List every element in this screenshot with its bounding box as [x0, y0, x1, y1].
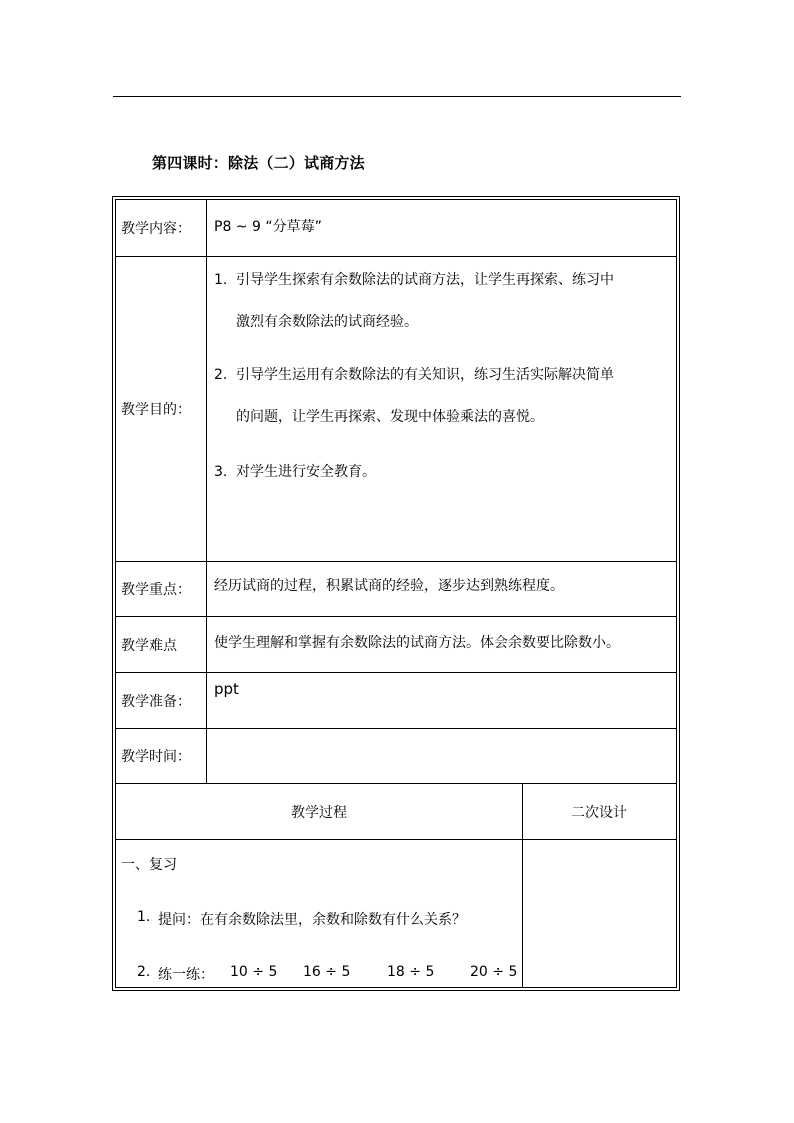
objective-3-line1: 对学生进行安全教育。: [236, 464, 376, 480]
content-label: 教学内容：: [116, 200, 207, 256]
lesson-title: 第四课时：除法（二）试商方法: [152, 154, 365, 172]
exercise-4: 20 ÷ 5: [470, 964, 518, 980]
objectives-label: 教学目的：: [116, 257, 207, 561]
row-content: [116, 200, 676, 257]
objective-2-line2: 的问题，让学生再探索、发现中体验乘法的喜悦。: [236, 409, 544, 425]
question-1-text: 提问：在有余数除法里，余数和除数有什么关系？: [158, 912, 466, 928]
objective-3-number: 3.: [214, 464, 228, 480]
objective-2-number: 2.: [214, 367, 228, 383]
process-body: [116, 840, 676, 987]
practice-label: 练一练：: [158, 967, 214, 983]
key-points-value: 经历试商的过程，积累试商的经验，逐步达到熟练程度。: [214, 578, 564, 594]
key-points-label: 教学重点：: [116, 562, 207, 616]
row-difficulties: [116, 617, 676, 673]
exercise-3: 18 ÷ 5: [387, 964, 435, 980]
row-time: [116, 729, 676, 784]
header-rule: [113, 96, 681, 97]
row-key-points: [116, 562, 676, 617]
exercise-1: 10 ÷ 5: [230, 964, 278, 980]
review-section-heading: 一、复习: [121, 857, 177, 873]
time-label: 教学时间：: [116, 729, 207, 783]
row-preparation: [116, 673, 676, 729]
row-process-header: [116, 784, 676, 840]
objective-2-line1: 引导学生运用有余数除法的有关知识，练习生活实际解决简单: [236, 367, 614, 383]
objective-1-line1: 引导学生探索有余数除法的试商方法，让学生再探索、练习中: [236, 272, 614, 288]
row-objectives: [116, 257, 676, 562]
lesson-plan-table-inner: [115, 199, 677, 988]
question-1-number: 1.: [137, 909, 151, 925]
exercise-2: 16 ÷ 5: [303, 964, 351, 980]
content-value: P8 ~ 9 “分草莓”: [214, 219, 322, 235]
difficulties-value: 使学生理解和掌握有余数除法的试商方法。体会余数要比除数小。: [214, 635, 620, 651]
question-2-number: 2.: [137, 964, 151, 980]
preparation-label: 教学准备：: [116, 673, 207, 728]
objective-1-number: 1.: [214, 272, 228, 288]
redesign-header: 二次设计: [571, 804, 627, 821]
difficulties-label: 教学难点: [116, 617, 207, 672]
process-header: 教学过程: [291, 804, 347, 821]
lesson-plan-table: [112, 196, 680, 991]
process-column-divider: [522, 840, 523, 987]
preparation-value: ppt: [214, 680, 239, 698]
objective-1-line2: 激烈有余数除法的试商经验。: [236, 314, 418, 330]
